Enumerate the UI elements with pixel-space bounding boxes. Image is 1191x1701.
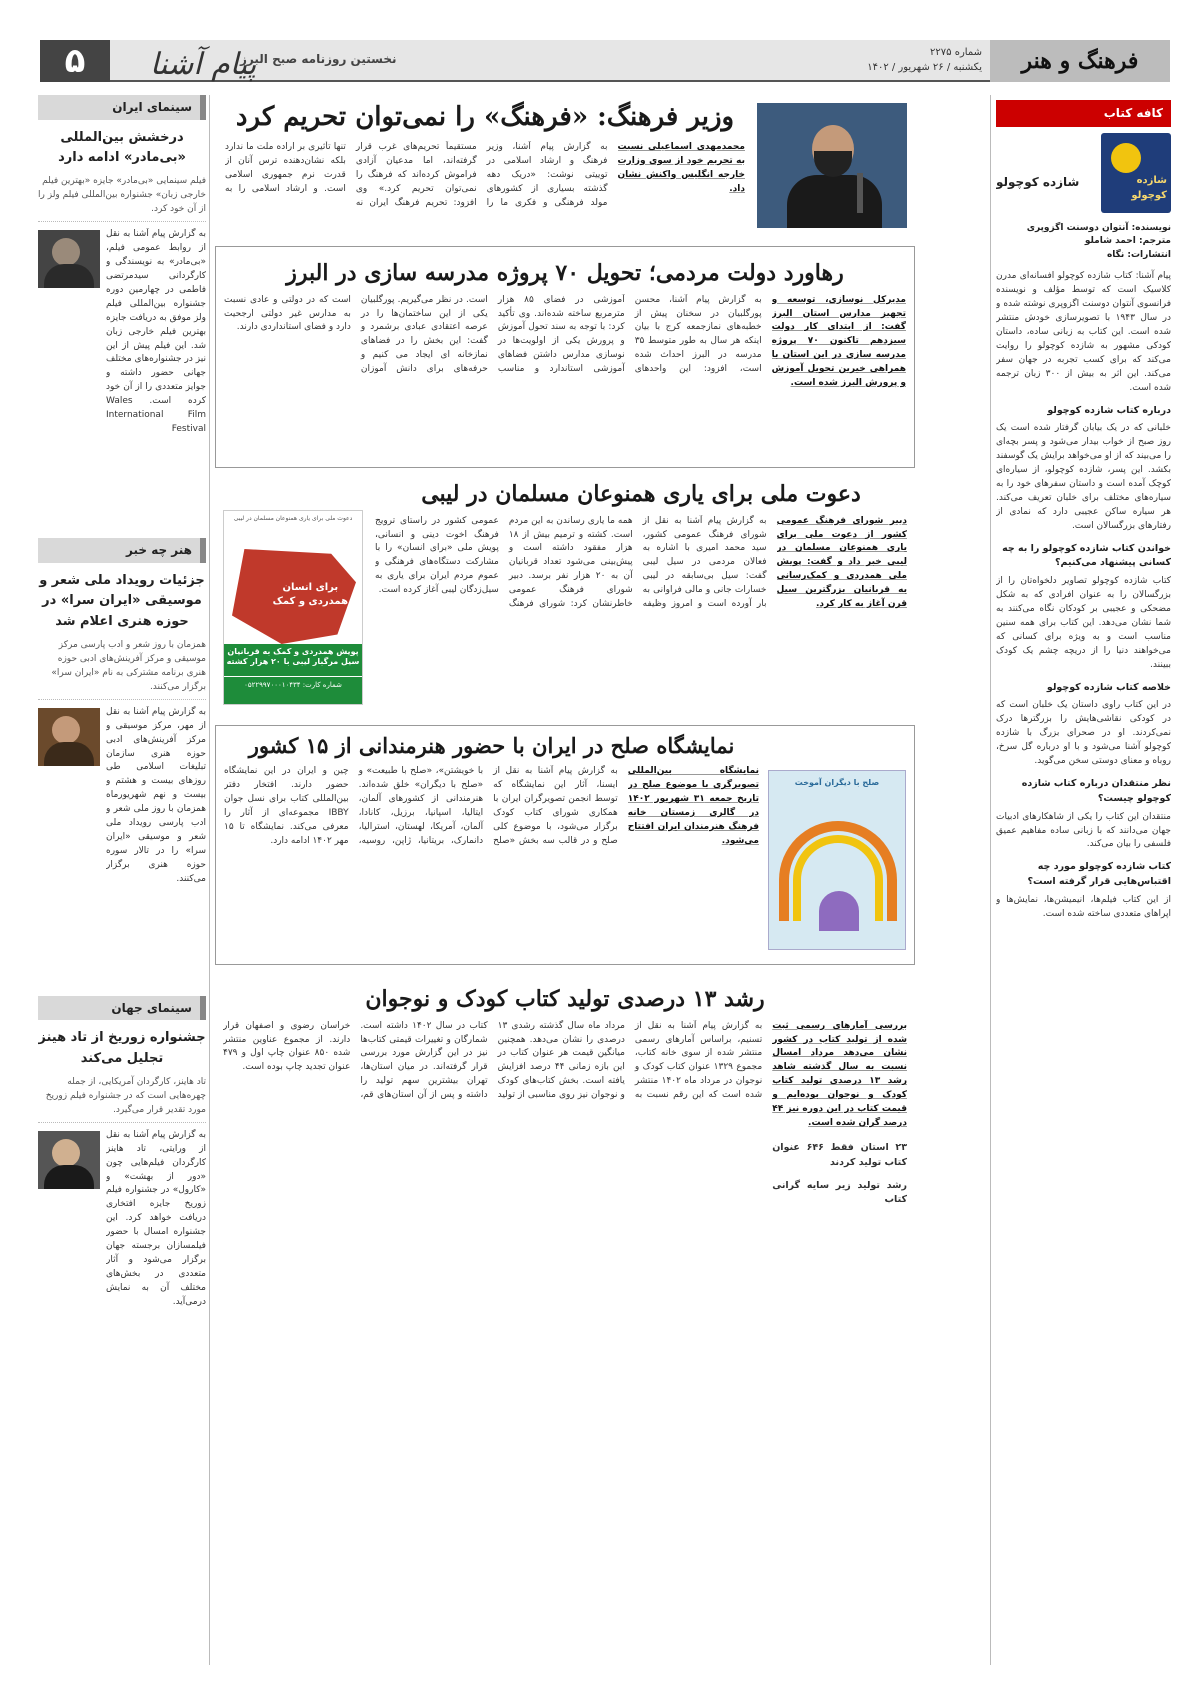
story-body: به گزارش پیام آشنا به نقل از تسنیم، براساس آمارهای رسمی منتشر شده از سوی خانه کتاب، مجموع ۱۳۲۹ عنوان کتاب کودک و نوجوان در مرداد ماه ۱۴۰۲ منتشر شده است که این رقم نسبت به مرداد ماه سال گذشته رشدی ۱۳ درصدی را نشان می‌دهد. همچنین میانگین قیمت هر عنوان کتاب در این بازه زمانی ۴۴ درصد افزایش یافته است. بخش کتاب‌های کودک و نوجوان نیز روی مناسبی از تولید کتاب در سال ۱۴۰۲ داشته است. شمارگان و تغییرات قیمتی کتاب‌ها نیز در این گزارش مورد بررسی قرار گرفته‌اند. در میان استان‌ها، تهران بیشترین سهم تولید را داشته و پس از آن استان‌های قم، خراسان رضوی و اصفهان قرار دارند. از مجموع عناوین منتشر شده ۸۵۰ عنوان چاپ اول و ۴۷۹ عنوان تجدید چاپ بوده است. xyxy=(223,1020,763,1101)
news-body: به گزارش پیام آشنا به نقل از مهر، مرکز موسیقی و مرکز آفرینش‌های ادبی حوزه هنری سازمان تبلیغات اسلامی طی روزهای بیست و هشتم و بیست و نهم شهریورماه همزمان با روز ملی شعر و ادب پارسی رویداد ملی شعر و موسیقی «ایران سرا» را در تالار سوره حوزه هنری برگزار می‌کنند. xyxy=(106,706,206,884)
minister-photo xyxy=(757,103,907,228)
book-cover-image xyxy=(1101,133,1171,213)
story-headline[interactable]: رشد ۱۳ درصدی تولید کتاب کودک و نوجوان xyxy=(365,986,765,1012)
subheading: درباره کتاب شازده کوچولو xyxy=(1047,404,1171,416)
right-sidebar xyxy=(996,100,1171,1680)
story-libya xyxy=(215,474,915,719)
news-headline[interactable]: درخشش بین‌المللی «بی‌مادر» ادامه دارد xyxy=(58,129,186,166)
news-lead: تاد هاینز، کارگردان آمریکایی، از جمله چهره‌هایی است که در جشنواره فیلم زوریخ مورد تقدیر قرار می‌گیرد. xyxy=(38,1076,206,1123)
news-photo xyxy=(38,708,100,766)
subheading: خلاصه کتاب شازده کوچولو xyxy=(1046,681,1171,693)
newspaper-logo: پیام آشنا xyxy=(150,47,257,82)
news-lead: همزمان با روز شعر و ادب پارسی مرکز موسیقی و مرکز آفرینش‌های ادبی حوزه هنری برنامه مشترکی به نام «ایران سرا» برگزار می‌کنند. xyxy=(38,639,206,700)
story-headline[interactable]: وزیر فرهنگ: «فرهنگ» را نمی‌توان تحریم کرد xyxy=(235,102,735,132)
subheading: کتاب شازده کوچولو مورد چه اقتباس‌هایی قرار گرفته است؟ xyxy=(1027,861,1171,888)
issue-date: یکشنبه / ۲۶ شهریور / ۱۴۰۲ xyxy=(867,62,982,73)
poster-label: برای انسان همدردی و کمک xyxy=(272,582,348,607)
story-lead: مدیرکل نوسازی، توسعه و تجهیز مدارس استان البرز گفت: از ابتدای کار دولت سیزدهم تاکنون ۷۰ پروژه مدرسه سازی در این استان با همراهی خیرین تحویل آموزش و پرورش البرز شده است. xyxy=(771,294,906,389)
masthead xyxy=(40,40,1170,82)
story-headline[interactable]: دعوت ملی برای یاری همنوعان مسلمان در لیبی xyxy=(421,481,861,507)
story-lead: دبیر شورای فرهنگ عمومی کشور از دعوت ملی برای یاری همنوعان مسلمان در لیبی خبر داد و گفت: پویش ملی همدردی و کمک‌رسانی به قربانیان بزرگترین سیل قرن آغاز به کار کرد. xyxy=(776,515,907,610)
news-body: به گزارش پیام آشنا به نقل از روابط عمومی فیلم، «بی‌مادر» به نویسندگی و کارگردانی سیدمرتضی فاطمی در چهارمین دوره جشنواره بین‌المللی فیلم ولز موفق به دریافت جایزه بهترین فیلم خارجی زبان شد. این فیلم پیش از این نیز در جشنواره‌های مختلف جهانی حضور داشته و جوایز متعددی را از آن خود کرده است. Wales International Film Festival xyxy=(106,229,206,435)
poster-top-text: دعوت ملی برای یاری همنوعان مسلمان در لیبی xyxy=(233,515,353,522)
news-body: به گزارش پیام آشنا به نقل از ورایتی، تاد هاینز کارگردان فیلم‌هایی چون «دور از بهشت» و «کارول» در جشنواره فیلم زوریخ جایزه افتخاری دریافت خواهد کرد. این جشنواره امسال با حضور فیلمسازان برجسته جهان برگزار می‌شود و آثار متعددی در بخش‌های مختلف آن به نمایش درمی‌آید. xyxy=(106,1129,206,1307)
story-body: به گزارش پیام آشنا به نقل از شورای فرهنگ عمومی کشور، سید محمد امیری با اشاره به فعالان مردمی در سیل لیبی گفت: سیل بی‌سابقه در لیبی خسارات جانی و مالی فراوانی به بار آورده است و امروز وظیفه همه ما یاری رساندن به این مردم است. کشته و ترمیم بیش از ۱۸ هزار مفقود داشته است و پیش‌بینی می‌شود تعداد قربانیان آن به ۲۰ هزار نفر برسد. دبیر شورای فرهنگ عمومی خاطرنشان کرد: شورای فرهنگ عمومی کشور در راستای ترویج فرهنگ اخوت دینی و انسانی، پویش ملی «برای انسان» را با مشارکت دستگاه‌های فرهنگی و عموم مردم ایران برای یاری به سیل‌زدگان لیبی آغاز کرده است. xyxy=(375,515,767,610)
book-meta: نویسنده: آنتوان دوسنت اگزوپری مترجم: احمد شاملو انتشارات: نگاه xyxy=(1026,222,1171,260)
peace-exhibition-poster xyxy=(768,770,906,950)
column-divider xyxy=(990,95,991,1665)
story-peace-exhibition xyxy=(215,725,915,965)
story-subheading: ۲۳ استان فقط ۶۴۶ عنوان کتاب تولید کردند xyxy=(772,1142,907,1168)
section-header: هنر چه خبر xyxy=(38,538,206,563)
moon-icon xyxy=(1111,143,1141,173)
book-cover-text: شازده کوچولو xyxy=(1131,174,1167,202)
issue-number: شماره ۲۲۷۵ xyxy=(930,47,982,58)
news-headline[interactable]: جزئیات رویداد ملی شعر و موسیقی «ایران سرا» در حوزه هنری اعلام شد xyxy=(39,572,205,630)
tagline: نخستین روزنامه صبح البرز xyxy=(240,52,397,66)
story-children-books xyxy=(215,971,915,1611)
story-lead: محمدمهدی اسماعیلی نسبت به تحریم خود از سوی وزارت خارجه انگلیس واکنش نشان داد. xyxy=(617,141,745,194)
story-lead: نمایشگاه بین‌المللی تصویرگری با موضوع صلح در تاریخ جمعه ۳۱ شهریور ۱۴۰۲ در گالری زمستان خانه فرهنگ هنرمندان ایران افتتاح می‌شود. xyxy=(627,766,759,846)
news-photo xyxy=(38,230,100,288)
column-divider xyxy=(209,95,210,1665)
story-body: به گزارش پیام آشنا به نقل از ایسنا، آثار این نمایشگاه که توسط انجمن تصویرگران ایران با همکاری شورای کتاب کودک برگزار می‌شود، با موضوع کلی صلح و در قالب سه بخش «صلح با خویشتن»، «صلح با طبیعت» و «صلح با دیگران» خلق شده‌اند. هنرمندانی از کشورهای آلمان، ایتالیا، اسپانیا، برزیل، کانادا، آلمان، آمریکا، لهستان، استرالیا، دانمارک، بریتانیا، ژاپن، روسیه، چین و ایران در این نمایشگاه حضور دارند. افتخار دفتر بین‌المللی کتاب برای نسل جوان IBBY مجموعه‌ای از آثار را معرفی می‌کند. نمایشگاه تا ۱۵ مهر ۱۴۰۲ ادامه دارد. xyxy=(224,766,618,846)
page-number: ۵ xyxy=(40,40,110,82)
book-adaptations: از این کتاب فیلم‌ها، انیمیشن‌ها، نمایش‌ها و اپراهای متعددی ساخته شده است. xyxy=(996,894,1171,919)
poster-title: صلح با دیگران آموخت xyxy=(794,778,880,787)
subheading: خواندن کتاب شازده کوچولو را به چه کسانی پیشنهاد می‌کنیم؟ xyxy=(1002,542,1171,569)
book-intro: پیام آشنا: کتاب شازده کوچولو افسانه‌ای مدرن کلاسیک است که توسط مؤلف و نویسنده فرانسوی آنتوان دوسنت اگزوپری نوشته شده و در سال ۱۹۴۳ با تصویرسازی خودش منتشر شده است. این کتاب به زبانی ساده، داستان کودکی مشهور به شازده کوچولو را روایت می‌کند که برای کسب تجربه در جهان سفر می‌کند. این اثر به بیش از ۳۰۰ زبان ترجمه شده است. xyxy=(996,271,1171,393)
book-critics: منتقدان این کتاب را یکی از شاهکارهای ادبیات جهان می‌دانند که با زبانی ساده مفاهیم عمیق فلسفی را بیان می‌کند. xyxy=(996,811,1171,850)
subheading: نظر منتقدان درباره کتاب شازده کوچولو چیست؟ xyxy=(1021,778,1171,804)
book-about: خلبانی که در یک بیابان گرفتار شده است یک روز صبح از خواب بیدار می‌شود و پسر بچه‌ای را می‌بیند که از او می‌خواهد برایش یک گوسفند بکشد. این پسر، شازده کوچولو، از سیاره‌ای کوچک آمده است و داستان سفرهای خود را به سیاره‌های مختلف برای خلبان تعریف می‌کند. هر سیاره ساکن عجیبی دارد که نمادی از رفتارهای بزرگسالان است. xyxy=(996,423,1171,531)
section-header: سینمای جهان xyxy=(38,996,206,1021)
issue-info xyxy=(867,45,982,75)
story-body: به گزارش پیام آشنا، وزیر فرهنگ و ارشاد اسلامی در توییتی نوشت: «دریک دهه گذشته بسیاری از کشورهای مولد فرهنگی و فکری ما را مستقیماً تحریم‌های غرب قرار گرفته‌اند، اما مدعیان آزادی فراموش کرده‌اند که فرهنگ را نمی‌توان تحریم کرد.» وی افزود: تحریم فرهنگ ایران نه تنها تأثیری بر اراده ملت ما ندارد بلکه نشان‌دهنده ترس آنان از قدرت نرم جمهوری اسلامی است. و ارشاد اسلامی را به xyxy=(225,141,608,208)
story-minister xyxy=(215,95,915,240)
story-body: به گزارش پیام آشنا، محسن پورگلبیان در سخنان پیش از خطبه‌های نمازجمعه کرج با بیان اینکه هر سال به طور متوسط ۳۵ مدرسه در البرز احداث شده است، افزود: این واحدهای آموزشی در فضای ۸۵ هزار مترمربع ساخته شده‌اند. وی تأکید کرد: با توجه به سند تحول آموزش و پرورش یکی از اولویت‌ها در نوسازی مدارس داشتن فضاهای آموزشی استاندارد و مناسب است. در نظر می‌گیریم. پورگلبیان یکی از این ساختمان‌ها را در عرصه اعتقادی عبادی برشمرد و گفت: این بخش را در فضاهای نمازخانه ای ایجاد می کنیم و حرفه‌های برای دانش آموزان است که در دولتی و عادی نسبت به مدارس غیر دولتی ارجحیت دارد و فضای استانداردی دارند. xyxy=(224,294,762,375)
poster-campaign-text: پویش همدردی و کمک به قربانیان سیل مرگبار لیبی با ۲۰ هزار کشته xyxy=(224,644,362,676)
book-summary: در این کتاب راوی داستان یک خلبان است که در کودکی نقاشی‌هایش را بزرگترها درک نمی‌کردند. او در صحرای بزرگ با شازده کوچولو آشنا می‌شود و با او درباره گل سرخ، روباه و معنای دوستی سخن می‌گوید. xyxy=(996,700,1171,767)
section-title: فرهنگ و هنر xyxy=(990,40,1170,82)
book-box xyxy=(996,133,1171,218)
book-title: شازده کوچولو xyxy=(996,174,1080,189)
poster-account-number: شماره کارت: ۰۵۲۲۹۹۷۰۰۰۱۰۴۳۴ xyxy=(224,676,362,704)
news-photo xyxy=(38,1131,100,1189)
news-lead: فیلم سینمایی «بی‌مادر» جایزه «بهترین فیلم خارجی زبان» جشنواره بین‌المللی فیلم ولز را از آن خود کرد. xyxy=(38,175,206,222)
book-audience: کتاب شازده کوچولو تصاویر دلخواه‌تان را از بزرگسالان را به عنوان افرادی که به شکل مضحکی و عجیبی بر کودکان نگاه می‌کنند به شما نشان می‌دهد. این کتاب برای همه سنین مناسب است و به ویژه برای کسانی که می‌خواهند دنیا را از دریچه چشم یک کودک ببینند. xyxy=(996,576,1171,670)
story-subheading: رشد تولید زیر سایه گرانی کتاب xyxy=(772,1179,907,1206)
libya-campaign-poster xyxy=(223,510,363,705)
left-sidebar xyxy=(38,95,206,1675)
section-header: سینمای ایران xyxy=(38,95,206,120)
story-lead: بررسی آمارهای رسمی ثبت شده از تولید کتاب در کشور نشان می‌دهد مرداد امسال نسبت به سال گذشته شاهد رشد ۱۳ درصدی تولید کتاب کودک و نوجوان بوده‌ایم و قیمت کتاب در این دوره نیز ۴۴ درصد گران شده است. xyxy=(772,1020,907,1129)
main-content xyxy=(215,95,915,1617)
story-headline[interactable]: نمایشگاه صلح در ایران با حضور هنرمندانی از ۱۵ کشور xyxy=(248,733,735,758)
news-headline[interactable]: جشنواره زوریخ از تاد هینز تجلیل می‌کند xyxy=(38,1030,206,1067)
story-schools xyxy=(215,246,915,468)
story-headline[interactable]: رهاورد دولت مردمی؛ تحویل ۷۰ پروژه مدرسه سازی در البرز xyxy=(286,260,844,286)
cafe-book-badge: کافه کتاب xyxy=(996,100,1171,127)
